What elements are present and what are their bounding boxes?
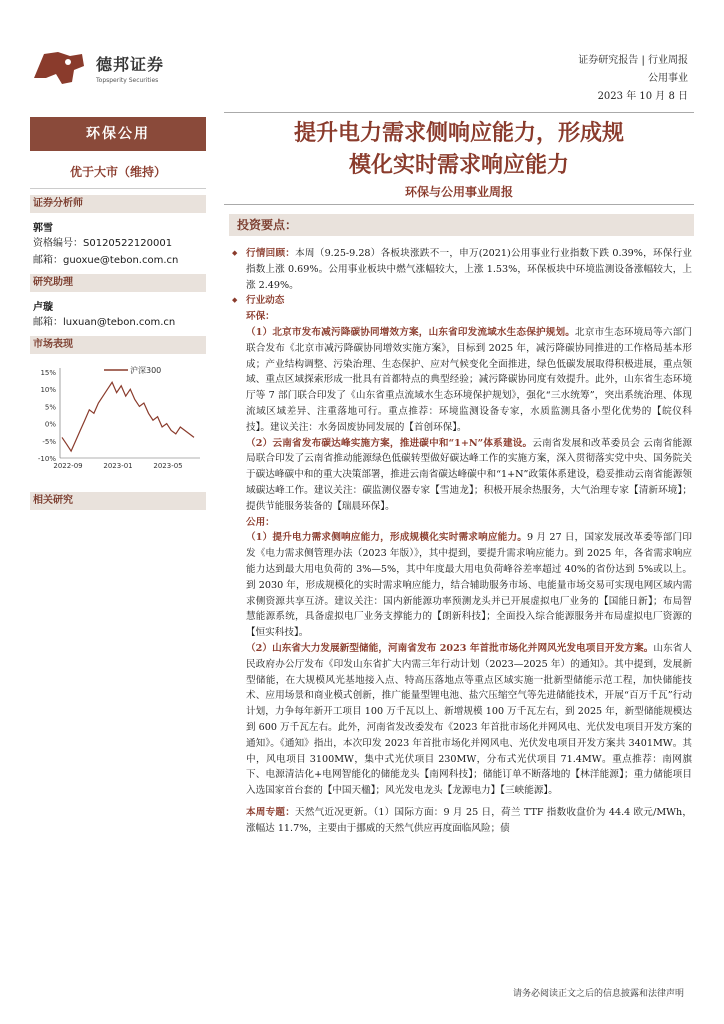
title-line-1: 提升电力需求侧响应能力，形成规 bbox=[293, 120, 624, 146]
rating-label: 优于大市（维持） bbox=[30, 155, 206, 189]
report-body bbox=[232, 246, 692, 836]
assistant-header: 研究助理 bbox=[30, 274, 206, 292]
y-tick-label: 5% bbox=[44, 403, 56, 412]
sidebar bbox=[30, 117, 206, 510]
sector-label: 环保公用 bbox=[30, 117, 206, 151]
assistant-name: 卢璇 bbox=[33, 302, 53, 313]
market-chart bbox=[30, 358, 206, 474]
title-block bbox=[224, 112, 694, 205]
logo-name-cn: 德邦证券 bbox=[96, 55, 165, 74]
topic-label: 本周专题： bbox=[246, 806, 296, 818]
util1-title: （1）提升电力需求侧响应能力，形成规模化实时需求响应能力。 bbox=[246, 532, 528, 544]
util1-text: 9 月 27 日，国家发展改革委等部门印发《电力需求侧管理办法（2023 年版）》，其中提到，要提升需求响应能力。到 2025 年，各省需求响应能力达到最大用电负荷的 3%—5%，其中年度最大用电负荷峰谷差率超过 40%的省份达到 5%或以上。到 2030 年，形成规模化的实时需求响应能力，结合辅助服务市场、电能量市场交易可实现电网区域内需求侧资源共享互济。建议关注：国内新能源功率预测龙头并已开展虚拟电厂业务的【国能日新】；布局智慧能源系统，具备虚拟电厂业务支撑能力的【朗新科技】；全面投入综合能源服务并布局虚拟电厂资源的【恒实科技】。 bbox=[246, 532, 692, 639]
x-tick-label: 2022-09 bbox=[53, 462, 83, 470]
legend-label: 沪深300 bbox=[130, 366, 162, 375]
report-date: 2023 年 10 月 8 日 bbox=[597, 91, 688, 102]
company-logo bbox=[30, 48, 190, 88]
x-tick-label: 2023-05 bbox=[153, 462, 183, 470]
util-heading bbox=[232, 515, 692, 531]
dynamics-label: 行业动态 bbox=[246, 295, 285, 307]
util2-text: 山东省人民政府办公厅发布《印发山东省扩大内需三年行动计划（2023—2025 年）的通知》。其中提到，发展新型储能，在大规模风光基地接入点、特高压落地点等重点区域实施一批新型储能示范工程，加快储能技术、应用场景和商业模式创新，推广能量型锂电池、盐穴压缩空气等先进储能技术，开展“百万千瓦”行动计划，力争每年新开工项目 100 万千瓦以上、新增规模 100 万千瓦左右，到 2025 年，新型储能规模达到 600 万千瓦左右。此外，河南省发改委发布《2023 年首批市场化并网风电、光伏发电项目开发方案的通知》。《通知》指出，本次印发 2023 年首批市场化并网风电、光伏发电项目开发方案共 3401MW。其中，风电项目 3100MW，集中式光伏项目 230MW，分布式光伏项目 71.4MW。重点推荐：南网旗下、电源清洁化+电网智能化的储能龙头【南网科技】；储能订单不断落地的【林洋能源】；重力储能项目入选国家首台套的【中国天楹】；风光发电龙头【龙源电力】【三峡能源】。 bbox=[246, 642, 693, 797]
y-tick-label: 10% bbox=[40, 386, 56, 395]
logo-mark-icon bbox=[30, 48, 88, 88]
analyst-header: 证券分析师 bbox=[30, 195, 206, 213]
util1-paragraph bbox=[232, 530, 692, 641]
env2-title: （2）云南省发布碳达峰实施方案，推进碳中和“1+N”体系建设。 bbox=[246, 437, 533, 449]
topic-paragraph bbox=[232, 805, 692, 837]
analyst-name: 郭雪 bbox=[33, 223, 53, 234]
util2-paragraph bbox=[232, 641, 692, 799]
market-chart-svg bbox=[30, 358, 206, 474]
env2-paragraph bbox=[232, 436, 692, 515]
env-label: 环保： bbox=[246, 311, 275, 323]
y-tick-label: -5% bbox=[42, 437, 56, 446]
x-tick-label: 2023-01 bbox=[103, 462, 133, 470]
report-type: 证券研究报告 | 行业周报 bbox=[578, 55, 688, 66]
env1-text: 北京市生态环境局等六部门联合发布《北京市减污降碳协同增效实施方案》，目标到 2025 年，减污降碳协同推进的工作格局基本形成；产业结构调整、污染治理、生态保护、应对气候变化全面推进，绿色低碳发展取得积极进展，重点领域、重点区域探索形成一批具有首都特点的典型经验；减污降碳协同度有效提升。此外，山东省生态环境厅等 7 部门联合印发了《山东省重点流域水生态环境保护规划》，强化“三水统筹”，突出系统治理、体现流域区域差异、注重落地可行。重点推荐：环境监测设备专家，水质监测具备小型化优势的【皖仪科技】。建议关注：水务固废协同发展的【首创环保】。 bbox=[246, 326, 692, 433]
analyst-cert: 资格编号：S0120522120001 bbox=[33, 238, 173, 249]
header-meta bbox=[578, 52, 688, 106]
env2-text: 云南省发展和改革委员会 云南省能源局联合印发了云南省推动能源绿色低碳转型做好碳达峰工作的实施方案，深入贯彻落实党中央、国务院关于碳达峰碳中和的重大决策部署，推进云南省碳达峰碳中和“1+N”政策体系建设，稳妥推动云南省能源领域碳达峰工作。建议关注：碳监测仪器专家【雪迪龙】；积极开展余热服务，大气治理专家【清新环境】；提供节能服务装备的【瑞晨环保】。 bbox=[246, 437, 692, 512]
logo-name-en: Topsperity Securities bbox=[96, 77, 159, 84]
review-label: 行情回顾： bbox=[246, 248, 296, 259]
review-text: 本周（9.25-9.28）各板块涨跌不一，申万(2021)公用事业行业指数下跌 0.39%，环保行业指数上涨 0.69%。公用事业板块中燃气涨幅较大，上涨 1.53%，环保板块中环境监测设备涨幅较大，上涨 2.49%。 bbox=[246, 248, 693, 291]
util2-title: （2）山东省大力发展新型储能，河南省发布 2023 年首批市场化并网风光发电项目开发方案。 bbox=[246, 642, 654, 654]
env1-title: （1）北京市发布减污降碳协同增效方案，山东省印发流域水生态保护规划。 bbox=[246, 326, 576, 338]
series-line-hs300 bbox=[62, 382, 194, 451]
topic-text: 天然气近况更新。（1）国际方面：9 月 25 日，荷兰 TTF 指数收盘价为 44.4 欧元/MWh，涨幅达 11.7%，主要由于挪威的天然气供应再度面临风险；债 bbox=[246, 806, 692, 834]
y-tick-label: 15% bbox=[40, 369, 56, 377]
analyst-email[interactable]: 邮箱：guoxue@tebon.com.cn bbox=[33, 255, 179, 266]
subtitle: 环保与公用事业周报 bbox=[404, 185, 513, 199]
util-label: 公用： bbox=[246, 516, 275, 528]
related-header: 相关研究 bbox=[30, 492, 206, 510]
report-industry: 公用事业 bbox=[648, 73, 688, 84]
review-paragraph bbox=[232, 246, 692, 293]
title-line-2: 模化实时需求响应能力 bbox=[348, 152, 569, 178]
env-heading bbox=[232, 309, 692, 325]
assistant-email[interactable]: 邮箱：luxuan@tebon.com.cn bbox=[33, 317, 176, 328]
dynamics-heading bbox=[232, 293, 692, 309]
market-header: 市场表现 bbox=[30, 336, 206, 354]
y-tick-label: 0% bbox=[44, 420, 56, 429]
env1-paragraph bbox=[232, 325, 692, 436]
key-points-header: 投资要点： bbox=[229, 214, 694, 236]
footer-disclaimer: 请务必阅读正文之后的信息披露和法律声明 bbox=[512, 989, 684, 999]
y-tick-label: -10% bbox=[37, 455, 56, 463]
